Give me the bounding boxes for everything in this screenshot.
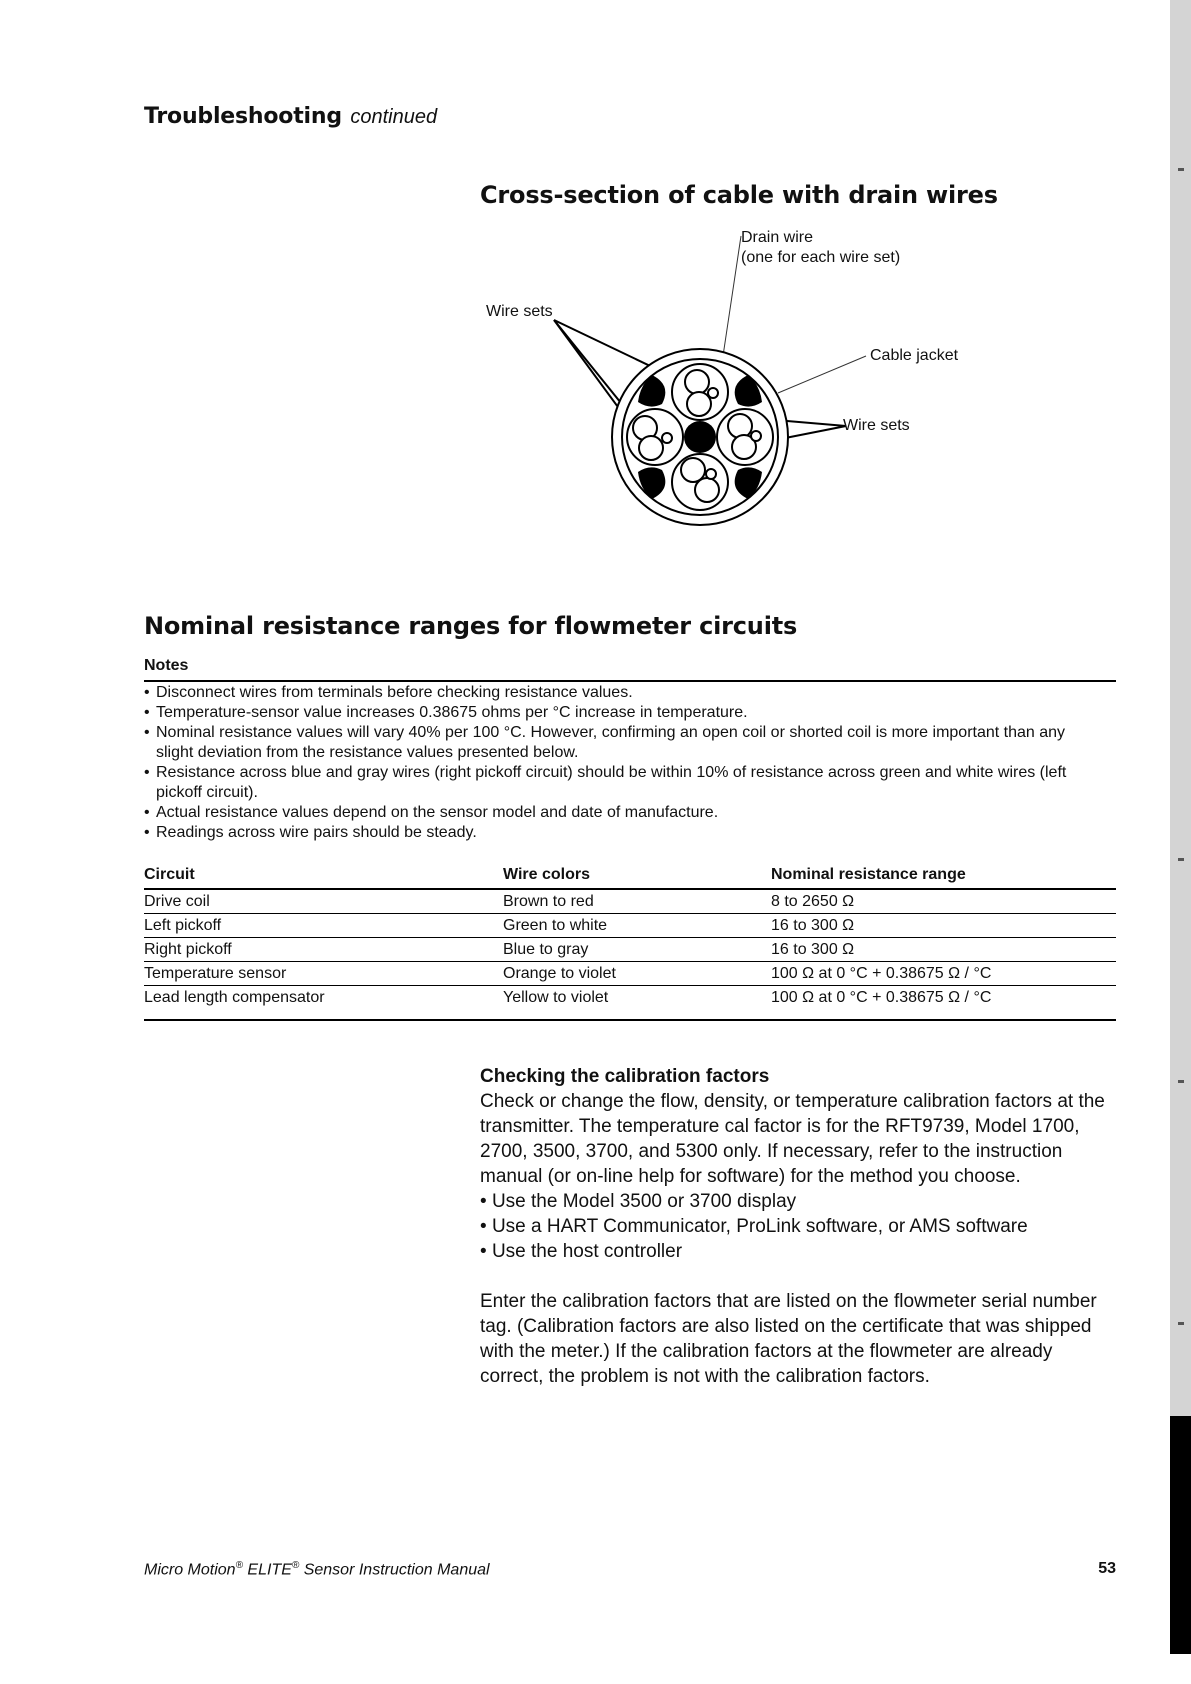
wire-sets-right-label: Wire sets [843,417,910,434]
side-tab-4 [1170,708,1191,946]
wire-set-bottom [672,454,728,510]
calibration-bullet-text: Use the host controller [491,1241,683,1262]
table-row [144,889,1116,914]
footer-brand-2: ELITE [247,1561,292,1579]
cell-resistance: 100 Ω at 0 °C + 0.38675 Ω / °C [771,988,992,1006]
calibration-closing: Enter the calibration factors that are listed on the flowmeter serial number tag. (Calibration factors are also listed on the certificate that was shipped with the meter.) If the calibration factors at the flowmeter are already correct, the problem is not with the calibration factors. [480,1291,1097,1387]
table-row [144,962,1116,986]
wire-set-left [627,409,683,465]
drain-wire-label [741,228,900,268]
notes-list [144,683,1116,843]
side-tab-2 [1170,236,1191,474]
column-header-circuit: Circuit [144,862,503,889]
side-tab-5 [1170,944,1191,1182]
table-row [144,914,1116,938]
resistance-table [144,862,1116,1009]
page-footer [144,1560,490,1579]
table-header-row [144,862,1116,889]
cell-circuit: Drive coil [144,889,503,914]
page-header [144,104,437,129]
side-tab-3 [1170,472,1191,710]
side-tab-active [1170,1416,1191,1656]
cell-wire-colors: Orange to violet [503,962,771,986]
cell-resistance: 16 to 300 Ω [771,914,1116,938]
cable-jacket-label: Cable jacket [870,347,959,364]
side-tab-1 [1170,0,1191,238]
cell-wire-colors: Brown to red [503,889,771,914]
column-header-resistance: Nominal resistance range [771,862,1116,889]
header-title: Troubleshooting [144,104,342,129]
cell-resistance: 100 Ω at 0 °C + 0.38675 Ω / °C [771,962,1116,986]
cell-circuit: Temperature sensor [144,962,503,986]
cell-circuit: Lead length compensator [144,988,325,1006]
center-filler [684,421,716,453]
footer-title-rest: Sensor Instruction Manual [303,1561,490,1579]
note-item: • Readings across wire pairs should be steady. [144,823,1116,843]
calibration-bullet-text: Use the Model 3500 or 3700 display [491,1191,797,1212]
notes-label: Notes [144,657,189,674]
note-item: • Disconnect wires from terminals before checking resistance values. [144,683,1116,703]
cell-wire-colors: Green to white [503,914,771,938]
drain-wire-note: (one for each wire set) [741,249,901,266]
cell-circuit: Right pickoff [144,938,503,962]
wire-sets-left-label: Wire sets [486,303,553,320]
calibration-bullet: • Use the host controller [480,1241,683,1262]
note-item: • Temperature-sensor value increases 0.38675 ohms per °C increase in temperature. [144,703,1116,723]
cable-jacket-leader [778,356,866,393]
column-header-wire-colors: Wire colors [503,862,771,889]
header-suffix: continued [350,106,438,128]
cell-resistance: 16 to 300 Ω [771,938,1116,962]
wire-set-right [717,409,773,465]
cable-cross-section-diagram [470,220,990,540]
wire-set-top [672,364,728,420]
table-row [144,938,1116,962]
cell-wire-colors: Blue to gray [503,938,771,962]
table-bottom-rule [144,1019,1116,1021]
cell-circuit: Left pickoff [144,914,503,938]
calibration-section [480,1064,1116,1389]
note-item: • Nominal resistance values will vary 40% per 100 °C. However, confirming an open coil or shorted coil is more important than any slight deviation from the resistance values presented below. [144,723,1116,763]
calibration-intro: Check or change the flow, density, or temperature calibration factors at the transmitter. The temperature cal factor is for the RFT9739, Model 1700, 2700, 3500, 3700, and 5300 only. If necessary, refer to the instruction manual (or on-line help for software) for the method you choose. [480,1091,1105,1187]
cell-resistance: 8 to 2650 Ω [771,889,1116,914]
figure-title: Cross-section of cable with drain wires [480,181,998,209]
page-number: 53 [1098,1560,1116,1577]
drain-wire-text: Drain wire [741,229,814,246]
calibration-bullet-text: Use a HART Communicator, ProLink software, or AMS software [491,1216,1028,1237]
calibration-bullet: • Use the Model 3500 or 3700 display [480,1191,797,1212]
notes-rule [144,680,1116,682]
calibration-bullet: • Use a HART Communicator, ProLink software, or AMS software [480,1216,1028,1237]
footer-reg-2: ® [291,1560,300,1571]
table-row [144,986,1116,1010]
cell-wire-colors: Yellow to violet [503,988,609,1006]
calibration-heading: Checking the calibration factors [480,1066,770,1087]
footer-brand-1: Micro Motion [144,1561,236,1579]
side-tab-6 [1170,1180,1191,1418]
resistance-section-title: Nominal resistance ranges for flowmeter circuits [144,612,798,640]
note-item: • Actual resistance values depend on the sensor model and date of manufacture. [144,803,1116,823]
note-item: • Resistance across blue and gray wires (right pickoff circuit) should be within 10% of resistance across green and white wires (left pickoff circuit). [144,763,1116,803]
footer-reg-1: ® [235,1560,243,1571]
